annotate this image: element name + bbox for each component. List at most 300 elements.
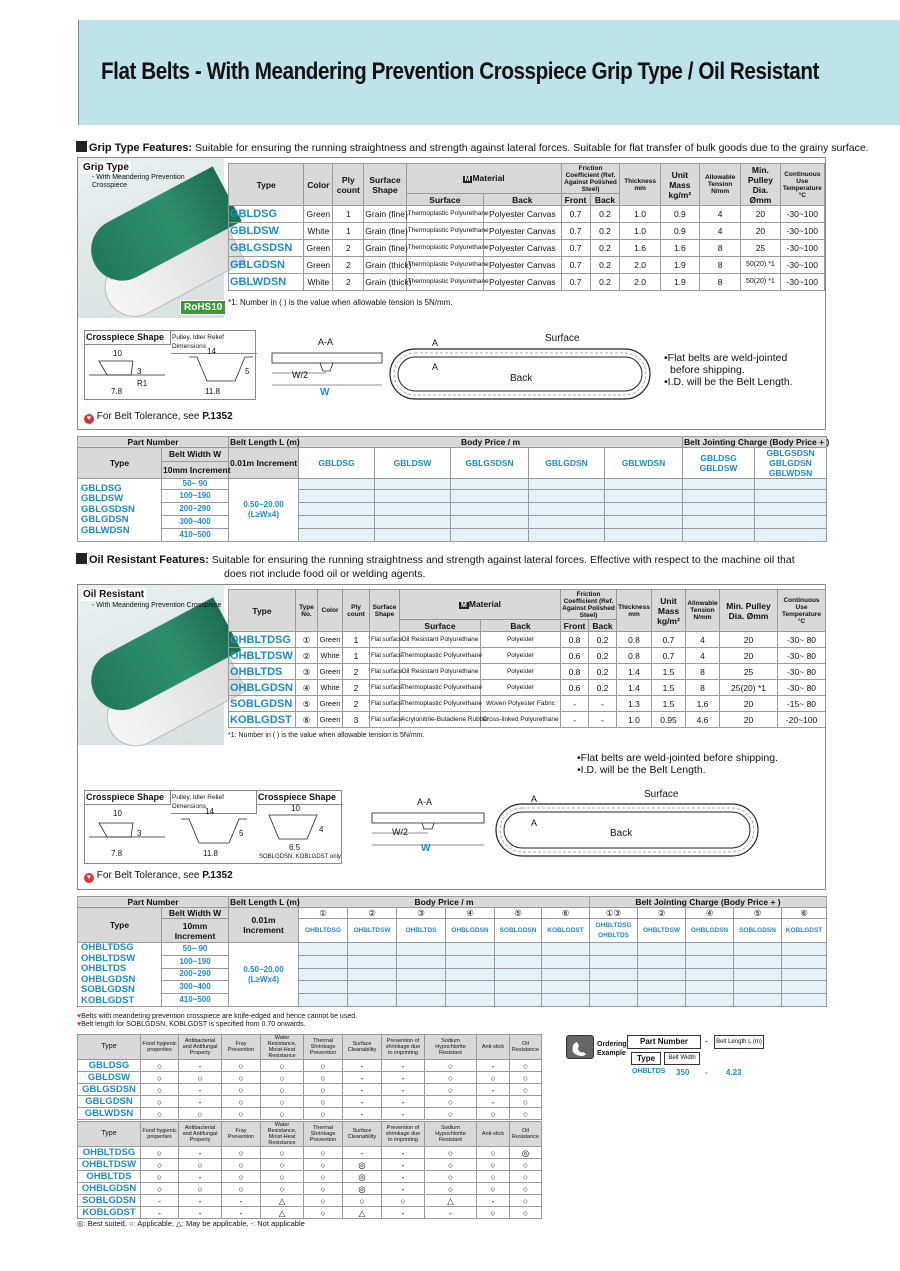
- spec-row: [229, 223, 825, 240]
- joint-col-1: GBLDSG GBLDSW: [683, 448, 755, 479]
- price-cell: [529, 503, 605, 516]
- prop-cell: -: [179, 1147, 222, 1159]
- price-row: [78, 955, 827, 968]
- dim-118: 11.8: [203, 849, 218, 858]
- ordering-label2: Example: [597, 1050, 626, 1057]
- prop-header: Oil Resistance: [510, 1035, 542, 1060]
- spec-cell-surface: Thermoplastic Polyurethane: [406, 206, 483, 223]
- prop-cell: ○: [510, 1207, 542, 1219]
- price-col: OHBLTDSW: [348, 919, 397, 943]
- price-cell: [299, 955, 348, 968]
- prop-cell: -: [141, 1207, 179, 1219]
- spec-cell-fback: 0.2: [590, 274, 620, 291]
- price-cell: [590, 968, 638, 981]
- prop-row: [78, 1183, 542, 1195]
- price-cell: [755, 490, 827, 503]
- price-cell: [638, 955, 686, 968]
- spec-cell-color: White: [304, 274, 333, 291]
- spec-cell-color: Green: [304, 257, 333, 274]
- price-cell: [375, 516, 451, 529]
- prop-type: OHBLTDS: [78, 1171, 141, 1183]
- belt-width-header: Belt Width W: [162, 908, 229, 919]
- spec-cell-color: Green: [318, 632, 343, 648]
- num: ⑤: [495, 908, 542, 919]
- spec-cell-thick: 2.0: [620, 274, 660, 291]
- dim-5: 5: [239, 829, 244, 838]
- dim-r1: R1: [137, 379, 148, 388]
- spec-cell-no: ①: [296, 632, 318, 648]
- price-col-gblwdsn: GBLWDSN: [605, 448, 683, 479]
- spec-cell-surface: Thermoplastic Polyurethane: [406, 223, 483, 240]
- pin-icon: ♥: [77, 1021, 82, 1028]
- col-thickness: Thickness mm: [617, 590, 652, 632]
- col-type: Type: [229, 164, 304, 206]
- prop-cell: ○: [304, 1084, 343, 1096]
- belt-length-header: Belt Length L (m): [230, 897, 300, 907]
- price-cell: [542, 981, 590, 994]
- price-cell: [683, 490, 755, 503]
- prop-cell: ○: [179, 1108, 222, 1120]
- prop-cell: ○: [261, 1108, 304, 1120]
- joint-col-2: GBLGSDSN GBLGDSN GBLWDSN: [755, 448, 827, 479]
- price-cell: [686, 968, 734, 981]
- joint-col: KOBLGDST: [782, 919, 827, 943]
- spec-cell-surface: Oil Resistant Polyurethane: [400, 632, 481, 648]
- prop-cell: ○: [425, 1072, 477, 1084]
- prop-cell: ○: [222, 1147, 261, 1159]
- spec-cell-type: GBLDSG: [229, 206, 304, 223]
- type-header: Type: [78, 448, 162, 479]
- spec-cell-temp: -30~100: [780, 206, 824, 223]
- prop-cell: -: [222, 1195, 261, 1207]
- spec-cell-temp: -30~100: [780, 240, 824, 257]
- oil-bullet1: •Flat belts are weld-jointed before shipping.: [577, 752, 778, 764]
- spec-cell-pulley: 25(20) *1: [720, 680, 778, 696]
- pulley-dim-label: Pulley, Idler Relief Dimensions: [171, 331, 257, 354]
- prop-header: Antibacterial and Antifungal Property: [179, 1122, 222, 1147]
- only-note: SOBLGDSN, KOBLGDST only: [259, 854, 341, 860]
- spec-cell-back: Polyester Canvas: [484, 223, 561, 240]
- prop-cell: -: [382, 1108, 425, 1120]
- prop-cell: -: [382, 1207, 425, 1219]
- spec-cell-shape: Flat surface: [370, 680, 400, 696]
- grip-spec-table: [228, 163, 825, 291]
- spec-cell-type: SOBLGDSN: [229, 696, 296, 712]
- prop-type: GBLDSG: [78, 1060, 141, 1072]
- prop-cell: ○: [304, 1171, 343, 1183]
- spec-cell-ply: 1: [333, 206, 364, 223]
- oil-tolerance-page[interactable]: P.1352: [202, 870, 233, 881]
- spec-cell-mass: 0.7: [652, 632, 686, 648]
- num: ②: [348, 908, 397, 919]
- spec-cell-pulley: 20: [741, 206, 780, 223]
- prop-cell: ○: [261, 1060, 304, 1072]
- price-cell: [605, 490, 683, 503]
- spec-cell-color: Green: [304, 240, 333, 257]
- spec-cell-no: ②: [296, 648, 318, 664]
- jnum: ⑤: [734, 908, 782, 919]
- spec-cell-mass: 1.5: [652, 680, 686, 696]
- prop-cell: ○: [477, 1207, 510, 1219]
- prop-cell: ○: [510, 1060, 542, 1072]
- prop-cell: ○: [425, 1060, 477, 1072]
- dim-3: 3: [137, 829, 142, 838]
- spec-cell-ply: 1: [333, 223, 364, 240]
- prop-cell: ○: [425, 1147, 477, 1159]
- prop-cell: ○: [510, 1084, 542, 1096]
- dim-10b: 10: [291, 804, 300, 813]
- spec-cell-thick: 0.8: [617, 632, 652, 648]
- price-cell: [686, 981, 734, 994]
- spec-row: [229, 240, 825, 257]
- prop-row: [78, 1108, 542, 1120]
- price-row: [78, 994, 827, 1007]
- spec-cell-tension: 8: [686, 680, 720, 696]
- spec-cell-type: KOBLGDST: [229, 712, 296, 728]
- prop-header: Type: [78, 1035, 141, 1060]
- spec-cell-front: 0.8: [561, 664, 589, 680]
- spec-cell-surface: Thermoplastic Polyurethane: [400, 696, 481, 712]
- spec-cell-shape: Grain (fine): [364, 206, 406, 223]
- dim-10: 10: [113, 809, 122, 818]
- prop-cell: -: [382, 1147, 425, 1159]
- spec-cell-shape: Flat surface: [370, 696, 400, 712]
- price-col-gbldsg: GBLDSG: [299, 448, 375, 479]
- belt-width-header: Belt Width W: [162, 448, 229, 462]
- spec-cell-surface: Acrylonitrile-Butadiene Rubber: [400, 712, 481, 728]
- price-cell: [683, 503, 755, 516]
- spec-cell-mass: 0.9: [660, 223, 699, 240]
- price-cell: [446, 981, 495, 994]
- prop-row: [78, 1207, 542, 1219]
- prop-cell: ◎: [343, 1171, 382, 1183]
- price-cell: [605, 503, 683, 516]
- spec-cell-back: Polyester Canvas: [484, 240, 561, 257]
- jointing-header: Belt Jointing Charge (Body Price + ): [684, 437, 830, 447]
- spec-row: [229, 274, 825, 291]
- joint-col: OHBLTDSG OHBLTDS: [590, 919, 638, 943]
- ordering-part-number: Part Number: [627, 1035, 701, 1049]
- dim-5: 5: [245, 367, 250, 376]
- oil-props-table: [77, 1121, 542, 1219]
- prop-cell: -: [477, 1195, 510, 1207]
- spec-row: [229, 664, 826, 680]
- col-surface: Surface: [406, 194, 483, 206]
- note1-text: Belts with meandering prevention crosspiece are knife-edged and hence cannot be used.: [81, 1013, 358, 1020]
- a-label-top: A: [432, 338, 439, 348]
- col-back: Back: [481, 620, 561, 632]
- col-friction: Friction Coefficient (Ref. Against Polished Steel): [562, 590, 615, 619]
- price-cell: [590, 955, 638, 968]
- spec-cell-type: OHBLTDS: [229, 664, 296, 680]
- prop-header: Water Resistance, Moist-Heat Resistance: [261, 1035, 304, 1060]
- prop-row: [78, 1171, 542, 1183]
- crosspiece-shape-label: Crosspiece Shape: [85, 331, 171, 345]
- prop-type: GBLDSW: [78, 1072, 141, 1084]
- prop-cell: ○: [222, 1072, 261, 1084]
- width-range: 50~ 90: [162, 479, 229, 490]
- prop-cell: -: [382, 1084, 425, 1096]
- prop-cell: ○: [304, 1096, 343, 1108]
- prop-cell: ○: [425, 1096, 477, 1108]
- ordering-label: [597, 1040, 627, 1058]
- price-cell: [397, 981, 446, 994]
- spec-cell-fback: 0.2: [589, 632, 617, 648]
- price-col-gblgdsn: GBLGDSN: [529, 448, 605, 479]
- price-cell: [605, 479, 683, 490]
- spec-cell-no: ④: [296, 680, 318, 696]
- prop-cell: △: [261, 1207, 304, 1219]
- crosspiece-shape-label: Crosspiece Shape: [85, 791, 171, 805]
- width-range: 50~ 90: [162, 943, 229, 956]
- prop-cell: ○: [425, 1183, 477, 1195]
- spec-cell-mass: 1.5: [652, 696, 686, 712]
- dim-4: 4: [319, 825, 324, 834]
- dim-78: 7.8: [111, 387, 123, 396]
- price-cell: [542, 943, 590, 956]
- type-header: Type: [78, 908, 162, 943]
- spec-cell-shape: Flat surface: [370, 664, 400, 680]
- price-cell: [397, 955, 446, 968]
- prop-cell: ○: [425, 1159, 477, 1171]
- price-row: [78, 981, 827, 994]
- prop-row: [78, 1060, 542, 1072]
- col-front: Front: [561, 194, 590, 206]
- col-type: Type: [229, 590, 296, 632]
- price-cell: [590, 943, 638, 956]
- prop-cell: -: [425, 1207, 477, 1219]
- spec-cell-fback: 0.2: [590, 257, 620, 274]
- spec-cell-pulley: 25: [720, 664, 778, 680]
- prop-cell: -: [343, 1060, 382, 1072]
- prop-header: Prevention of shrinkage due to imprinting: [382, 1122, 425, 1147]
- prop-cell: ○: [141, 1183, 179, 1195]
- prop-type: OHBLTDSG: [78, 1147, 141, 1159]
- spec-cell-color: Green: [318, 696, 343, 712]
- price-cell: [782, 981, 827, 994]
- oil-features-label: Oil Resistant Features:: [89, 554, 209, 566]
- spec-cell-fback: 0.2: [590, 240, 620, 257]
- spec-cell-no: ⑤: [296, 696, 318, 712]
- page-header: [78, 20, 900, 125]
- spec-cell-ply: 3: [343, 712, 370, 728]
- spec-cell-type: GBLDSW: [229, 223, 304, 240]
- price-cell: [495, 943, 542, 956]
- prop-cell: -: [382, 1171, 425, 1183]
- spec-cell-surface: Thermoplastic Polyurethane: [400, 648, 481, 664]
- price-cell: [451, 516, 529, 529]
- a-label-bottom: A: [432, 362, 439, 372]
- back-label: Back: [510, 373, 533, 384]
- price-cell: [683, 479, 755, 490]
- prop-cell: -: [179, 1195, 222, 1207]
- prop-cell: ○: [304, 1195, 343, 1207]
- spec-cell-ply: 2: [333, 257, 364, 274]
- price-cell: [397, 994, 446, 1007]
- price-cell: [529, 529, 605, 542]
- price-col: OHBLTDS: [397, 919, 446, 943]
- prop-header: Anti-stick: [477, 1122, 510, 1147]
- price-cell: [375, 503, 451, 516]
- price-cell: [529, 479, 605, 490]
- prop-type: KOBLGDST: [78, 1207, 141, 1219]
- price-cell: [734, 943, 782, 956]
- price-cell: [542, 968, 590, 981]
- prop-cell: ○: [141, 1171, 179, 1183]
- price-cell: [734, 955, 782, 968]
- spec-cell-back: Cross-linked Polyurethane: [481, 712, 561, 728]
- prop-cell: -: [179, 1060, 222, 1072]
- col-ply: Ply count: [333, 164, 364, 206]
- spec-cell-temp: -15~ 80: [778, 696, 826, 712]
- surface-label: Surface: [644, 789, 679, 800]
- price-col: SOBLGDSN: [495, 919, 542, 943]
- prop-row: [78, 1096, 542, 1108]
- spec-cell-thick: 1.6: [620, 240, 660, 257]
- material-mark-icon: M: [461, 601, 467, 609]
- oil-photo: [78, 585, 224, 745]
- price-cell: [605, 516, 683, 529]
- ordering-ex-length: 4.23: [726, 1068, 742, 1077]
- price-cell: [638, 943, 686, 956]
- jointing-header: Belt Jointing Charge (Body Price + ): [590, 897, 827, 908]
- prop-row: [78, 1195, 542, 1207]
- prop-cell: △: [261, 1195, 304, 1207]
- prop-cell: ○: [261, 1084, 304, 1096]
- ordering-ex-width: 350: [676, 1068, 690, 1077]
- prop-cell: ○: [510, 1072, 542, 1084]
- spec-cell-temp: -30~100: [780, 274, 824, 291]
- prop-cell: △: [425, 1195, 477, 1207]
- prop-type: OHBLGDSN: [78, 1183, 141, 1195]
- oil-features-text: Suitable for ensuring the running straightness and strength against lateral forces. Effective with respect to the machine oil that: [211, 554, 795, 566]
- prop-cell: ○: [141, 1147, 179, 1159]
- col-shape: Surface Shape: [364, 164, 406, 206]
- pin-icon: ♥: [84, 873, 94, 883]
- spec-cell-mass: 0.95: [652, 712, 686, 728]
- price-cell: [782, 943, 827, 956]
- prop-cell: -: [343, 1072, 382, 1084]
- oil-price-table: [77, 896, 827, 1007]
- increment-header: 10mm Increment: [162, 461, 229, 478]
- spec-cell-surface: Oil Resistant Polyurethane: [400, 664, 481, 680]
- increment-header: 10mm Increment: [162, 919, 229, 943]
- grip-crosspiece-box: [84, 330, 256, 400]
- prop-header: Anti-stick: [477, 1035, 510, 1060]
- page-title: Flat Belts - With Meandering Prevention Crosspiece Grip Type / Oil Resistant: [101, 58, 819, 85]
- prop-cell: -: [382, 1159, 425, 1171]
- col-typeno: Type No.: [296, 590, 318, 632]
- prop-cell: ○: [222, 1084, 261, 1096]
- price-cell: [683, 516, 755, 529]
- spec-cell-back: Polyester Canvas: [484, 274, 561, 291]
- price-cell: [638, 981, 686, 994]
- grip-tolerance: [84, 411, 233, 424]
- price-cell: [375, 479, 451, 490]
- price-cell: [446, 943, 495, 956]
- prop-cell: ○: [141, 1060, 179, 1072]
- surface-label: Surface: [545, 333, 580, 344]
- oil-bullet2: •I.D. will be the Belt Length.: [577, 764, 706, 776]
- oil-features-text2: does not include food oil or welding agents.: [224, 568, 426, 580]
- prop-cell: -: [477, 1084, 510, 1096]
- price-cell: [755, 516, 827, 529]
- price-cell: [605, 529, 683, 542]
- dim-65: 6.5: [289, 843, 301, 852]
- prop-cell: ○: [304, 1060, 343, 1072]
- prop-cell: ○: [179, 1159, 222, 1171]
- prop-cell: -: [179, 1207, 222, 1219]
- spec-cell-front: -: [561, 696, 589, 712]
- material-mark-icon: M: [464, 175, 471, 183]
- prop-cell: ○: [477, 1171, 510, 1183]
- pin-icon: ♥: [77, 1013, 82, 1020]
- spec-cell-type: OHBLTDSW: [229, 648, 296, 664]
- spec-cell-color: Green: [318, 712, 343, 728]
- spec-cell-mass: 0.7: [652, 648, 686, 664]
- spec-row: [229, 648, 826, 664]
- prop-row: [78, 1159, 542, 1171]
- prop-cell: ○: [343, 1195, 382, 1207]
- price-cell: [299, 516, 375, 529]
- prop-type: SOBLGDSN: [78, 1195, 141, 1207]
- jnum: ⑥: [782, 908, 827, 919]
- prop-cell: ◎: [510, 1147, 542, 1159]
- spec-cell-tension: 8: [699, 257, 740, 274]
- prop-cell: -: [477, 1096, 510, 1108]
- spec-cell-thick: 0.8: [617, 648, 652, 664]
- spec-cell-no: ⑥: [296, 712, 318, 728]
- grip-tolerance-page[interactable]: P.1352: [202, 411, 233, 422]
- spec-cell-back: Polyester: [481, 664, 561, 680]
- spec-cell-type: GBLGDSN: [229, 257, 304, 274]
- price-cell: [686, 943, 734, 956]
- prop-type: GBLGDSN: [78, 1096, 141, 1108]
- price-col: OHBLTDSG: [299, 919, 348, 943]
- spec-cell-back: Polyester Canvas: [484, 206, 561, 223]
- col-tension: Allowable Tension N/mm: [686, 590, 720, 632]
- grip-bullet1: •Flat belts are weld-jointed: [664, 352, 788, 364]
- prop-header: Antibacterial and Antifungal Property: [179, 1035, 222, 1060]
- prop-cell: ○: [477, 1072, 510, 1084]
- oil-crosspiece-box: [84, 790, 342, 864]
- price-cell: [495, 994, 542, 1007]
- oil-photo-sub: - With Meandering Prevention Crosspiece: [92, 602, 222, 609]
- price-cell: [590, 994, 638, 1007]
- material-label: Material: [468, 598, 501, 609]
- prop-cell: -: [343, 1084, 382, 1096]
- prop-cell: △: [343, 1207, 382, 1219]
- prop-cell: ○: [304, 1207, 343, 1219]
- col-front: Front: [561, 620, 589, 632]
- price-cell: [683, 529, 755, 542]
- section-label: A-A: [318, 337, 334, 347]
- prop-header: Food hygienic properties: [141, 1035, 179, 1060]
- prop-header: Surface Cleanability: [343, 1122, 382, 1147]
- spec-cell-thick: 1.4: [617, 664, 652, 680]
- spec-cell-pulley: 25: [741, 240, 780, 257]
- oil-photo-title: Oil Resistant: [83, 589, 145, 600]
- spec-row: [229, 632, 826, 648]
- num: ③: [397, 908, 446, 919]
- square-bullet-icon: [76, 553, 87, 564]
- spec-cell-surface: Thermoplastic Polyurethane: [406, 274, 483, 291]
- belt-length-header: Belt Length L (m): [230, 437, 300, 447]
- prop-cell: ○: [141, 1108, 179, 1120]
- price-cell: [299, 503, 375, 516]
- prop-cell: ○: [222, 1159, 261, 1171]
- spec-cell-shape: Grain (thick): [364, 274, 406, 291]
